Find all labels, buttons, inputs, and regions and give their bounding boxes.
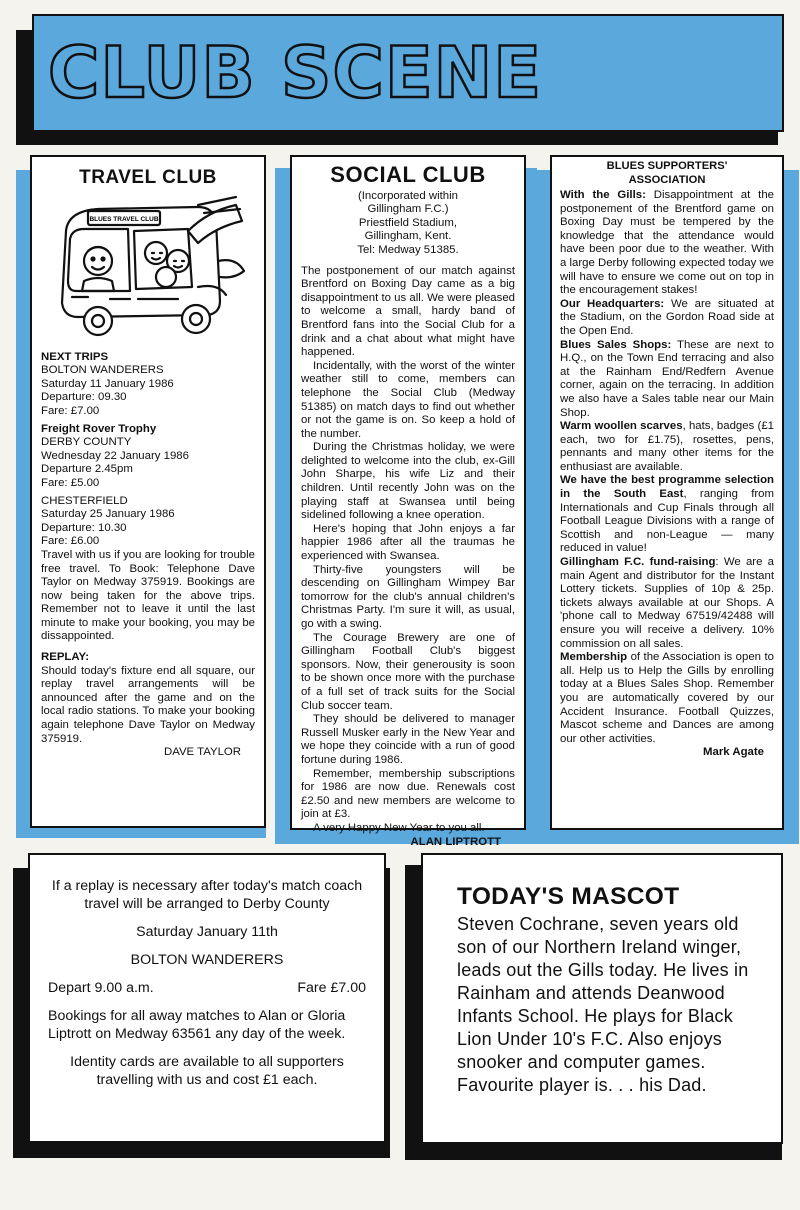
bus-illustration-icon bbox=[48, 191, 248, 341]
trip3-fare: Fare: £6.00 bbox=[41, 535, 100, 548]
club-scene-banner bbox=[32, 14, 784, 132]
replay-date: Saturday January 11th bbox=[136, 924, 278, 940]
replay-fare: Fare £7.00 bbox=[297, 980, 366, 996]
replay-intro: If a replay is necessary after today's match coach travel will be arranged to Derby County bbox=[51, 878, 363, 912]
bsa-scarves bbox=[560, 420, 774, 474]
address-line: Gillingham F.C.) bbox=[367, 203, 449, 216]
mascot-box bbox=[421, 853, 783, 1144]
replay-team: BOLTON WANDERERS bbox=[130, 952, 284, 968]
bsa-shops bbox=[560, 339, 774, 421]
trip1-date: Saturday 11 January 1986 bbox=[41, 377, 174, 390]
bsa-title-line2: ASSOCIATION bbox=[628, 173, 706, 186]
bsa-scarves-label: Warm woollen scarves bbox=[560, 420, 683, 433]
social-signature: ALAN LIPTROTT bbox=[410, 835, 501, 848]
bsa-hq bbox=[560, 298, 774, 339]
travel-signature: DAVE TAYLOR bbox=[163, 746, 241, 759]
mascot-title: TODAY'S MASCOT bbox=[457, 883, 680, 910]
social-paragraph: Incidentally, with the worst of the winter weather still to come, members can telephone the Social Club (Medway 51385) on match days to find out whether or not the game is on. So keep a hold of the number. bbox=[301, 359, 515, 440]
bsa-membership bbox=[560, 651, 774, 746]
trip1-departure: Departure: 09.30 bbox=[41, 391, 127, 404]
bsa-fund-text: : We are a main Agent and distributor for the Instant Lottery tickets. Supplies of 10p & 25p. tickets always available at our Shops. A 'phone call to Medway 67519/42488 will ensure you will receive a delivery. 10% commission on all sales. bbox=[560, 556, 774, 650]
replay-bookings: Bookings for all away matches to Alan or Gloria Liptrott on Medway 63561 any day of the week. bbox=[48, 1008, 346, 1042]
social-paragraph: Here's hoping that John enjoys a far happier 1986 after all the traumas he experienced with Swansea. bbox=[301, 522, 515, 563]
trip2-heading: Freight Rover Trophy bbox=[41, 422, 157, 435]
replay-text: Should today's fixture end all square, our replay travel arrangements will be announced after the game and on the local radio stations. To make your booking again telephone Dave Taylor on Medway 375919. bbox=[41, 664, 255, 745]
bsa-shops-text: These are next to H.Q., on the Town End terracing and also at the Rainham End/Redfern Avenue corner, again on the terracing. In addition we also have a Sales table near our Main Shop. bbox=[560, 338, 774, 419]
social-club-address bbox=[301, 190, 515, 258]
bus-sign: BLUES TRAVEL CLUB bbox=[89, 215, 159, 223]
bsa-programme bbox=[560, 474, 774, 556]
trip2-team: DERBY COUNTY bbox=[41, 436, 132, 449]
page-title: CLUB SCENE bbox=[48, 32, 543, 114]
address-line: Tel: Medway 51385. bbox=[357, 243, 459, 256]
trip3-team: CHESTERFIELD bbox=[41, 494, 128, 507]
bsa-gills-label: With the Gills: bbox=[560, 189, 646, 201]
social-paragraph: During the Christmas holiday, we were delighted to welcome into the club, ex-Gill John Sharpe, his wife Liz and their children. Until recently John was on the playing staff at Swansea until being sidelined following a knee operation. bbox=[301, 441, 515, 522]
replay-travel-box bbox=[28, 853, 386, 1143]
bsa-programme-label: We have the best programme selection in the South East bbox=[560, 474, 774, 501]
trip3-departure: Departure: 10.30 bbox=[41, 521, 127, 534]
depart-fare-row bbox=[48, 979, 366, 997]
trip2-date: Wednesday 22 January 1986 bbox=[41, 449, 189, 462]
replay-identity: Identity cards are available to all supporters travelling with us and cost £1 each. bbox=[70, 1054, 344, 1088]
trip2-fare: Fare: £5.00 bbox=[41, 476, 100, 489]
travel-info: Travel with us if you are looking for trouble free travel. To Book: Telephone Dave Taylor on Medway 375919. Bookings are now being taken for the above trips. Remember not to leave it until the last minute to make your booking, you may be dissappointed. bbox=[41, 548, 255, 643]
bsa-gills bbox=[560, 189, 774, 298]
travel-club-title: TRAVEL CLUB bbox=[79, 167, 217, 188]
trip1-team: BOLTON WANDERERS bbox=[41, 364, 164, 377]
bsa-fund bbox=[560, 556, 774, 651]
bsa-scarves-text: , hats, badges (£1 each, two for £1.75), rosettes, pens, pennants and many other items for the enthusiast are available. bbox=[560, 420, 774, 473]
bsa-signature: Mark Agate bbox=[703, 746, 764, 759]
bsa-shops-label: Blues Sales Shops: bbox=[560, 338, 672, 351]
social-paragraph: The Courage Brewery are one of Gillingham Football Club's biggest sponsors. Now, their generousity is soon to be shown once more with the purchase of a full set of track suits for the Social Club soccer team. bbox=[301, 631, 515, 712]
social-paragraph: The postponement of our match against Brentford on Boxing Day came as a big disappointment to us all. We were pleased to welcome a small, hardy band of Brentford fans into the Social Club for a drink and a chat about what might have happened. bbox=[301, 264, 515, 359]
next-trips-heading: NEXT TRIPS bbox=[41, 350, 109, 363]
social-club-title: SOCIAL CLUB bbox=[330, 162, 486, 187]
bsa-hq-label: Our Headquarters: bbox=[560, 297, 665, 310]
bsa-fund-label: Gillingham F.C. fund-raising bbox=[560, 556, 716, 569]
bsa-membership-text: of the Association is open to all. Help us to Help the Gills by enrolling today at a Blues Sales Shop. Remember you are automatically covered by our Accident Insurance. Football Quizzes, Mascot scheme and Dances are among our other activities. bbox=[560, 651, 774, 745]
mascot-text: Steven Cochrane, seven years old son of our Northern Ireland winger, leads out the Gills today. He lives in Rainham and attends Deanwood Infants School. He plays for Black Lion Under 10's F.C. Also enjoys snooker and computer games. Favourite player is. . . his Dad. bbox=[457, 914, 749, 1095]
replay-heading: REPLAY: bbox=[41, 651, 90, 664]
bsa-programme-text: , ranging from Internationals and Cup Finals through all Football League Divisions with a range of Scottish and non-League — many reduced in value! bbox=[560, 488, 775, 555]
social-paragraph: A very Happy New Year to you all. bbox=[313, 821, 485, 834]
travel-club-column bbox=[30, 155, 266, 828]
bsa-column bbox=[550, 155, 784, 830]
address-line: (Incorporated within bbox=[357, 189, 459, 202]
trip2-departure: Departure 2.45pm bbox=[41, 463, 133, 476]
social-club-column bbox=[290, 155, 526, 848]
bsa-hq-text: We are situated at the Stadium, on the Gordon Road side at the Open End. bbox=[560, 297, 774, 337]
bsa-gills-text: Disappointment at the postponement of the Brentford game on Boxing Day must be tempered by the knowledge that the attendance would have been poor due to the weather. With a large Derby following expected today we will have to ensure we come out on top in the encouragement stakes! bbox=[560, 189, 775, 297]
bsa-title-line1: BLUES SUPPORTERS' bbox=[606, 160, 728, 172]
social-paragraph: Thirty-five youngsters will be descending on Gillingham Wimpey Bar tomorrow for the club's annual children's Christmas Party. I'm sure it will, as usual, go with a swing. bbox=[301, 563, 515, 630]
replay-depart: Depart 9.00 a.m. bbox=[48, 980, 154, 996]
address-line: Gillingham, Kent. bbox=[364, 230, 452, 243]
trip1-fare: Fare: £7.00 bbox=[41, 404, 100, 417]
bsa-membership-label: Membership bbox=[560, 651, 628, 664]
social-paragraph: They should be delivered to manager Russell Musker early in the New Year and we hope they coincide with a run of good fortune during 1986. bbox=[301, 713, 515, 766]
trip3-date: Saturday 25 January 1986 bbox=[41, 508, 175, 521]
address-line: Priestfield Stadium, bbox=[358, 216, 458, 229]
social-paragraph: Remember, membership subscriptions for 1986 are now due. Renewals cost £2.50 and new members are welcome to join at £3. bbox=[301, 767, 515, 821]
